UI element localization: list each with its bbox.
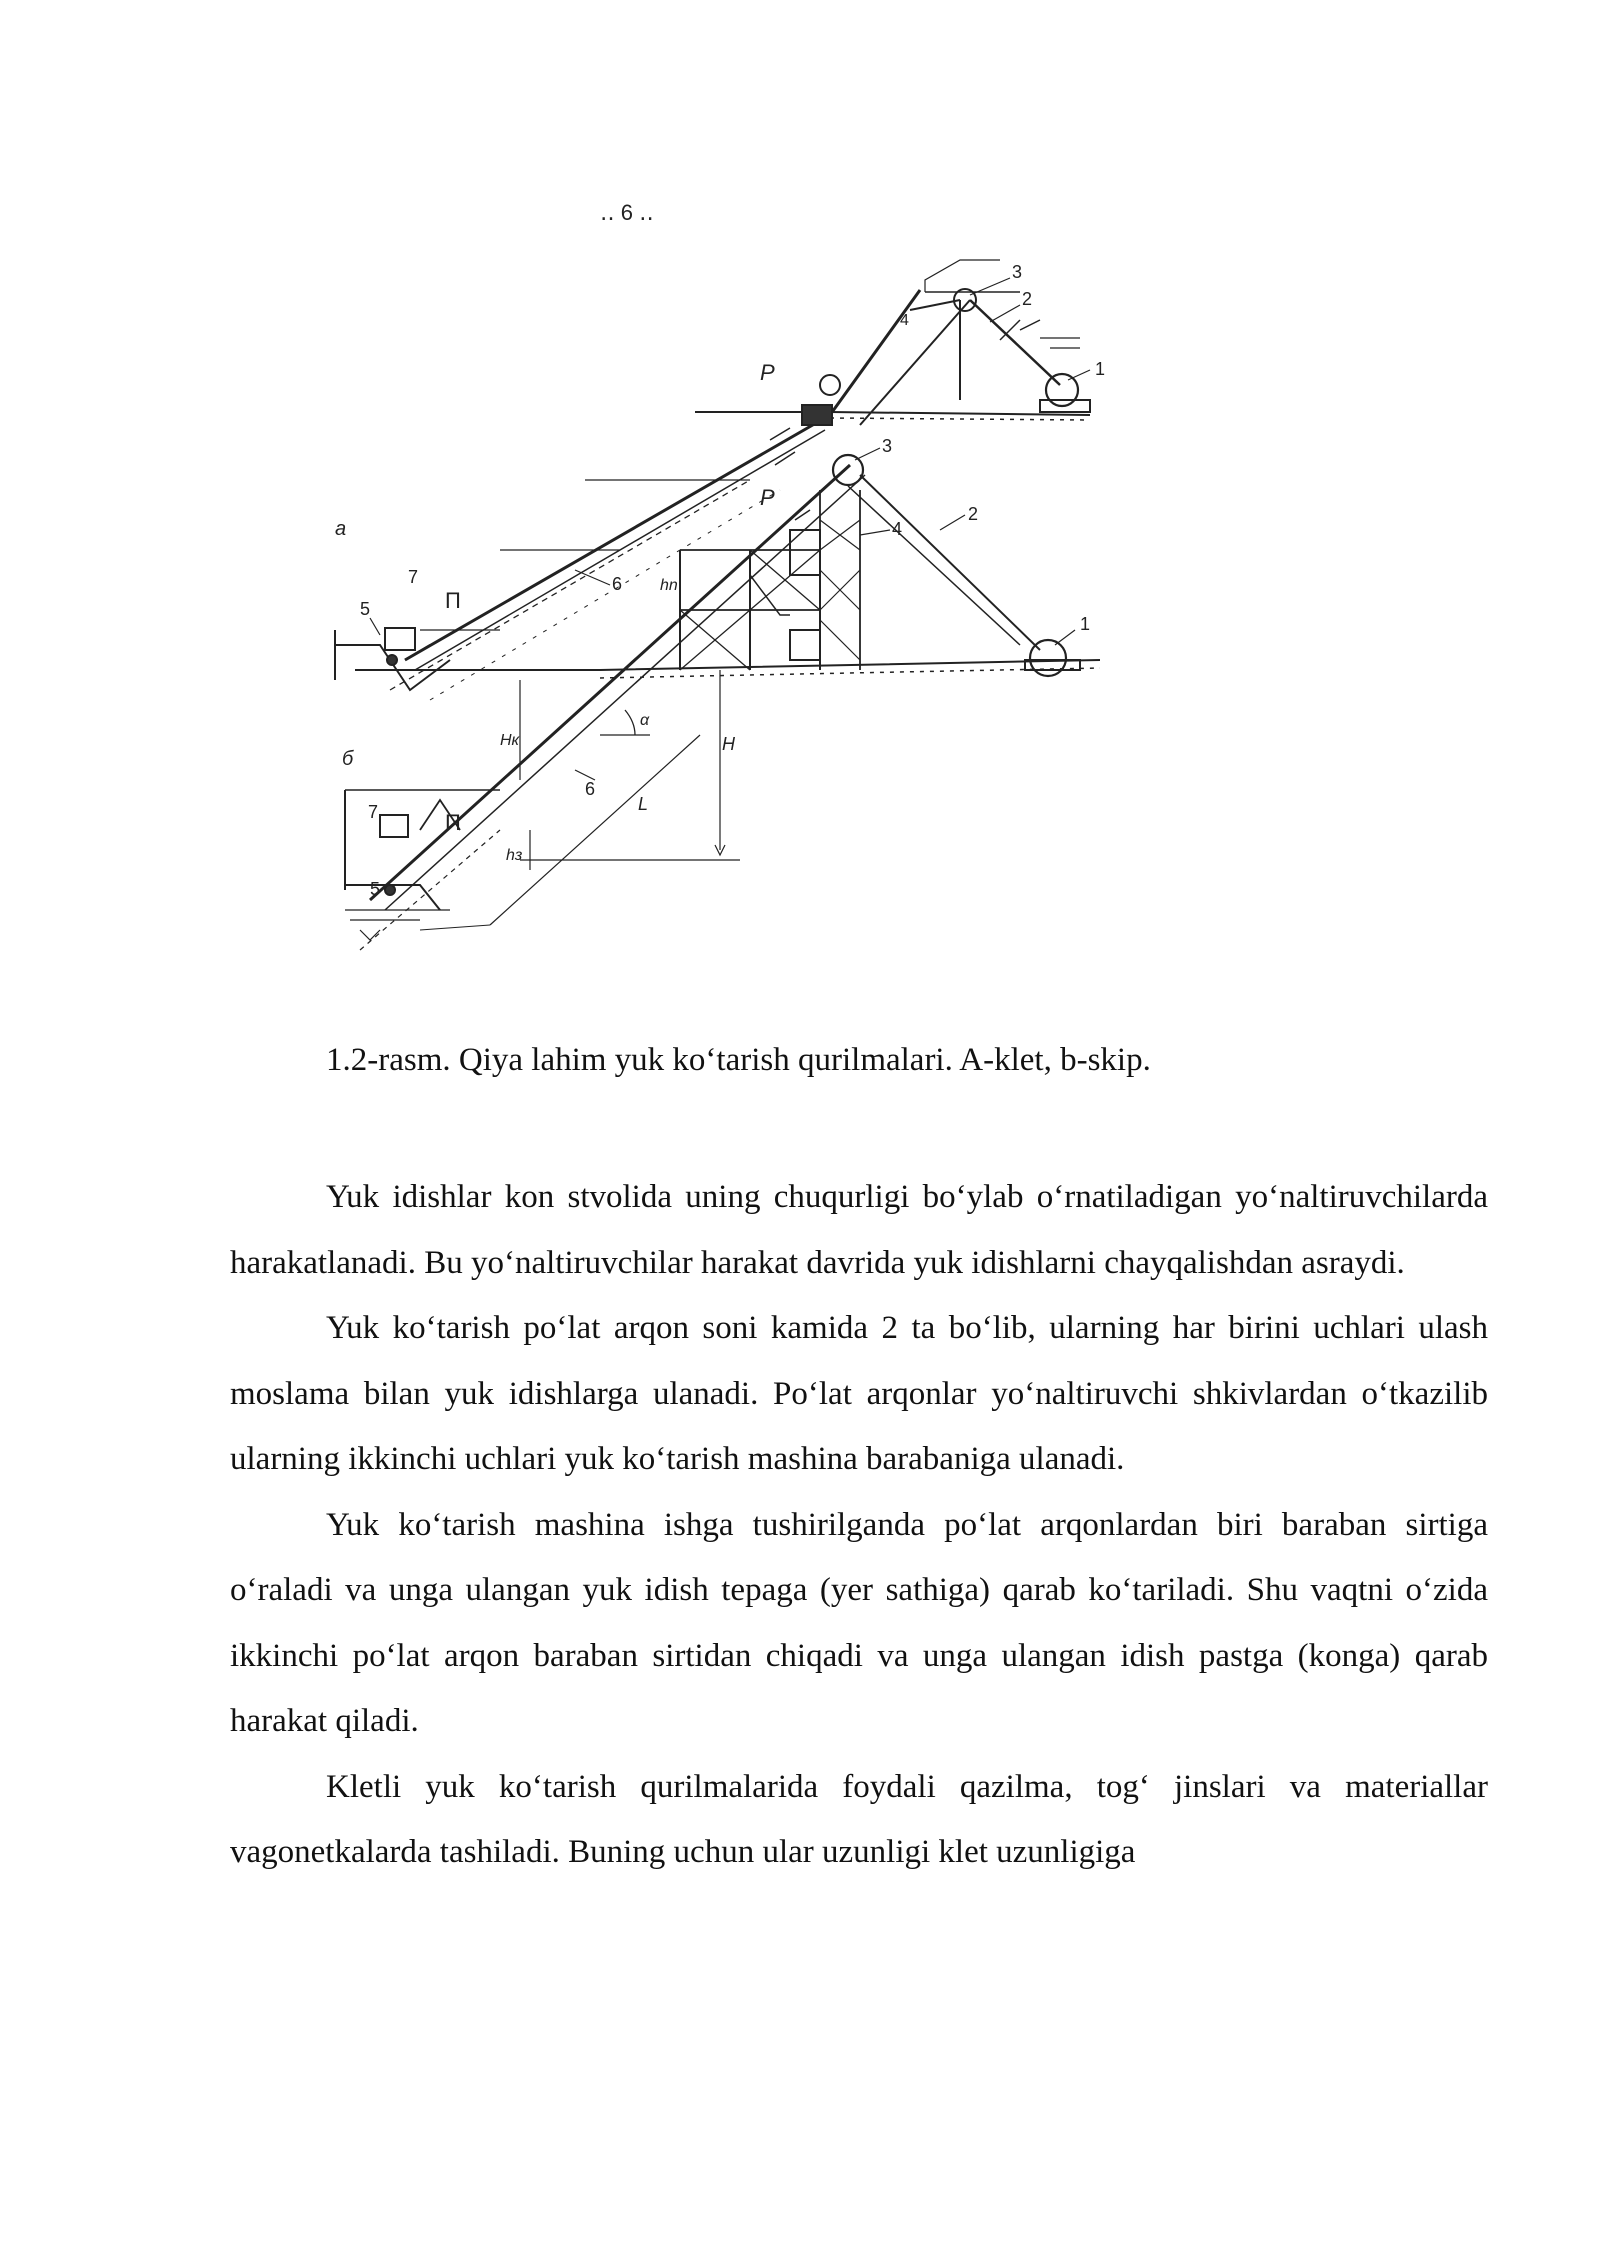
dim-L: L: [638, 794, 649, 814]
dim-alpha: α: [640, 712, 650, 729]
dim-hz: hз: [506, 847, 523, 864]
paragraph-1: Yuk idishlar kon stvolida uning chuqurligi bo‘ylab o‘rnatiladigan yo‘naltiruvchilarda harakatlanadi. Bu yo‘naltiruvchilar harakat davrida yuk idishlarni chayqalishdan asraydi.: [230, 1179, 1488, 1281]
callout-a-6: 6: [612, 574, 623, 594]
callout-a-4: 4: [900, 312, 909, 329]
diagram-b: [342, 436, 1100, 950]
diagram-a: [335, 260, 1105, 700]
skip-letter-b: P: [760, 485, 775, 510]
callout-b-4: 4: [892, 519, 903, 539]
cage-letter-b: П: [445, 810, 461, 835]
callout-b-6: 6: [585, 779, 596, 799]
inclined-hoist-figure: [320, 190, 1120, 960]
callout-b-7: 7: [368, 802, 379, 822]
callout-a-3: 3: [1012, 262, 1023, 282]
paragraph-4: Kletli yuk ko‘tarish qurilmalarida foydali qazilma, tog‘ jinslari va materiallar vagonetkalarda tashiladi. Buning uchun ular uzunligi klet uzunligiga: [230, 1768, 1488, 1870]
dim-H: H: [722, 734, 735, 754]
callout-a-1: 1: [1095, 359, 1106, 379]
callout-b-1: 1: [1080, 614, 1091, 634]
hoist-diagram: [320, 190, 1120, 960]
callout-a-5: 5: [360, 599, 371, 619]
figure-caption: 1.2-rasm. Qiya lahim yuk ko‘tarish qurilmalari. A-klet, b-skip.: [326, 1042, 1151, 1078]
callout-a-7: 7: [408, 567, 419, 587]
skip-letter-a: P: [760, 360, 775, 385]
callout-a-2: 2: [1022, 289, 1033, 309]
callout-b-2: 2: [968, 504, 979, 524]
dim-Hk: Hк: [500, 732, 520, 749]
variant-letter-b: б: [342, 748, 354, 770]
top-mark: ‥ 6 ‥: [600, 200, 654, 225]
body-text: [230, 1165, 1488, 1886]
paragraph-3: Yuk ko‘tarish mashina ishga tushirilganda po‘lat arqonlardan biri baraban sirtiga o‘raladi va unga ulangan yuk idish tepaga (yer sathiga) qarab ko‘tariladi. Shu vaqtni o‘zida ikkinchi po‘lat arqon baraban sirtidan chiqadi va unga ulangan idish pastga (konga) qarab harakat qiladi.: [230, 1506, 1488, 1739]
cage-letter-a: П: [445, 588, 461, 613]
callout-b-5: 5: [370, 879, 381, 899]
paragraph-2: Yuk ko‘tarish po‘lat arqon soni kamida 2 ta bo‘lib, ularning har birini uchlari ulash moslama bilan yuk idishlarga ulanadi. Po‘lat arqonlar yo‘naltiruvchi shkivlardan o‘tkazilib ularning ikkinchi uchlari yuk ko‘tarish mashina barabaniga ulanadi.: [230, 1310, 1488, 1477]
callout-b-3: 3: [882, 436, 893, 456]
dim-hn: hn: [660, 577, 678, 594]
variant-letter-a: a: [335, 518, 347, 540]
